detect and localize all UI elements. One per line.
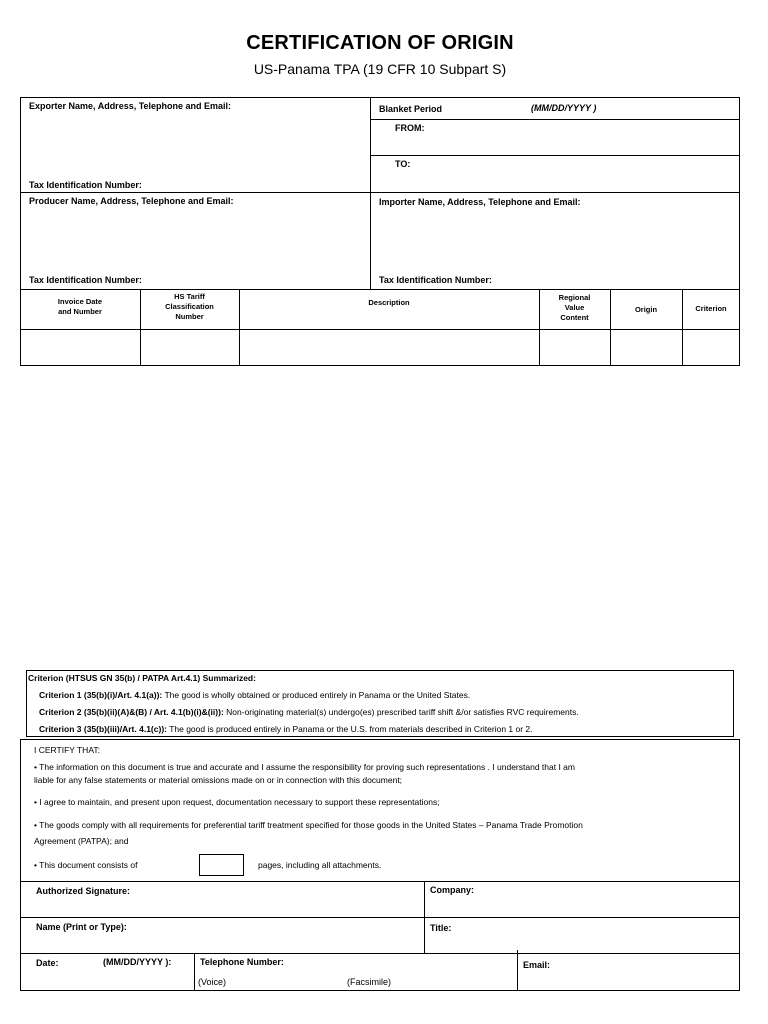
from-label: FROM: xyxy=(395,123,425,133)
to-date-field[interactable] xyxy=(430,157,736,190)
importer-label: Importer Name, Address, Telephone and Email: xyxy=(379,197,581,207)
column-header-criterion: Criterion xyxy=(695,304,727,313)
blanket-period-divider xyxy=(370,119,740,120)
document-title: CERTIFICATION OF ORIGIN xyxy=(246,32,514,54)
company-field[interactable] xyxy=(426,897,738,916)
to-importer-divider xyxy=(370,192,740,193)
date-field[interactable] xyxy=(22,970,192,990)
name-field[interactable] xyxy=(22,934,422,952)
document-subtitle: US-Panama TPA (19 CFR 10 Subpart S) xyxy=(253,61,507,77)
certify-statement-1a: • The information on this document is true and accurate and I assume the responsibility for proving such representations . I understand that I am xyxy=(34,762,575,772)
description-cell[interactable] xyxy=(240,330,538,365)
hs-tariff-cell[interactable] xyxy=(141,330,238,365)
to-label: TO: xyxy=(395,159,411,169)
name-label: Name (Print or Type): xyxy=(36,922,127,932)
name-row-divider xyxy=(20,917,740,918)
exporter-producer-divider xyxy=(20,192,370,193)
exporter-tax-id-label: Tax Identification Number: xyxy=(29,180,142,190)
column-header-origin: Origin xyxy=(634,305,658,314)
facsimile-label: (Facsimile) xyxy=(347,977,391,987)
certify-statement-2: • I agree to maintain, and present upon request, documentation necessary to support these representations; xyxy=(34,797,440,807)
producer-label: Producer Name, Address, Telephone and Email: xyxy=(29,196,234,206)
facsimile-field[interactable] xyxy=(395,970,515,990)
title-field[interactable] xyxy=(426,934,738,952)
telephone-label: Telephone Number: xyxy=(200,957,284,967)
blanket-period-format: (MM/DD/YYYY ) xyxy=(531,103,597,113)
party-center-divider xyxy=(370,97,371,289)
page-count-field[interactable] xyxy=(199,854,244,876)
exporter-label: Exporter Name, Address, Telephone and Email: xyxy=(29,101,232,111)
party-table-divider xyxy=(20,289,740,290)
criterion-2: Criterion 2 (35(b)(ii)(A)&(B) / Art. 4.1(b)(i)&(ii)): Non-originating material(s) undergo(es) prescribed tariff shift &/or satisfies RVC requirements. xyxy=(39,707,579,717)
from-date-field[interactable] xyxy=(430,121,736,153)
email-field[interactable] xyxy=(519,972,738,990)
criterion-1: Criterion 1 (35(b)(i)/Art. 4.1(a)): The good is wholly obtained or produced entirely in Panama or the United States. xyxy=(39,690,471,700)
date-telephone-divider xyxy=(194,953,195,991)
date-label: Date: xyxy=(36,958,59,968)
regional-value-cell[interactable] xyxy=(540,330,609,365)
company-label: Company: xyxy=(430,885,475,895)
authorized-signature-label: Authorized Signature: xyxy=(36,886,130,896)
importer-tax-id-label: Tax Identification Number: xyxy=(379,275,492,285)
certify-statement-3a: • The goods comply with all requirements for preferential tariff treatment specified for those goods in the United States – Panama Trade Promotion xyxy=(34,820,583,830)
column-header-description: Description xyxy=(368,298,410,307)
certify-statement-3b: Agreement (PATPA); and xyxy=(34,836,129,846)
criterion-heading: Criterion (HTSUS GN 35(b) / PATPA Art.4.1) Summarized: xyxy=(28,673,256,683)
origin-cell[interactable] xyxy=(611,330,681,365)
voice-label: (Voice) xyxy=(198,977,227,987)
authorized-signature-field[interactable] xyxy=(22,898,422,916)
invoice-cell[interactable] xyxy=(21,330,139,365)
voice-field[interactable] xyxy=(232,970,342,990)
column-header-hs-tariff: HS Tariff Classification Number xyxy=(165,292,214,321)
producer-field[interactable] xyxy=(22,209,368,271)
importer-field[interactable] xyxy=(372,210,738,272)
certify-statement-4-after: pages, including all attachments. xyxy=(258,860,382,870)
date-format-label: (MM/DD/YYYY ): xyxy=(103,957,172,967)
blanket-period-label: Blanket Period xyxy=(379,104,443,114)
certify-statement-4-before: • This document consists of xyxy=(34,860,138,870)
from-to-divider xyxy=(370,155,740,156)
date-row-divider xyxy=(20,953,740,954)
exporter-field[interactable] xyxy=(22,114,368,176)
criterion-3: Criterion 3 (35(b)(iii)/Art. 4.1(c)): The good is produced entirely in Panama or the U.S. from materials described in Criterion 1 or 2. xyxy=(39,724,533,734)
title-label: Title: xyxy=(430,923,452,933)
column-header-invoice: Invoice Date and Number xyxy=(57,297,103,316)
criterion-cell[interactable] xyxy=(683,330,739,365)
column-header-regional-value: Regional Value Content xyxy=(558,293,591,322)
certify-heading: I CERTIFY THAT: xyxy=(34,745,100,755)
telephone-email-divider xyxy=(517,950,518,991)
email-label: Email: xyxy=(523,960,551,970)
certify-statement-1b: liable for any false statements or material omissions made on or in connection with this document; xyxy=(34,775,403,785)
signature-top-divider xyxy=(20,881,740,882)
producer-tax-id-label: Tax Identification Number: xyxy=(29,275,142,285)
